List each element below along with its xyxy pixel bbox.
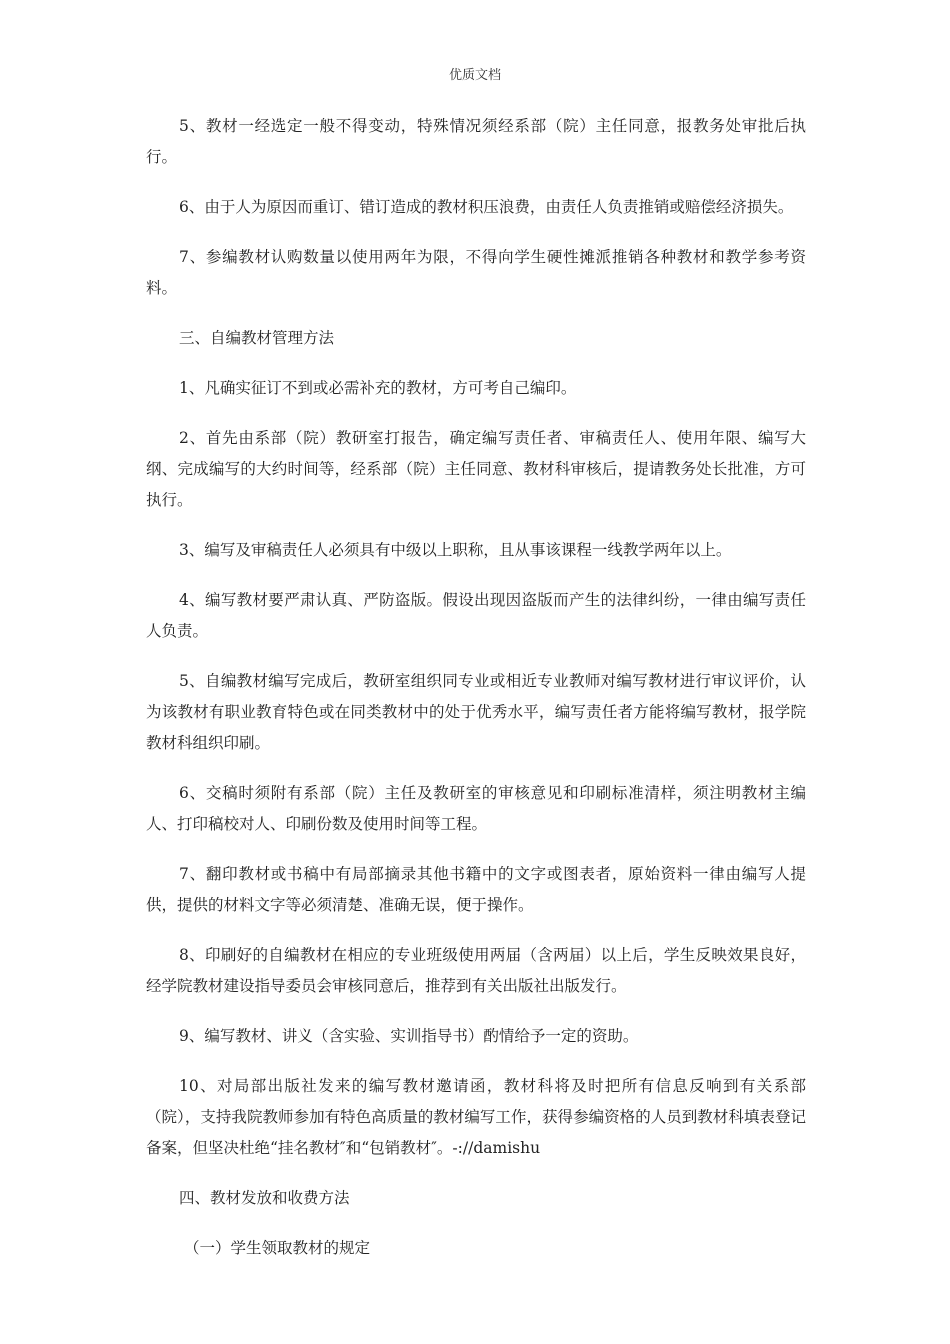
paragraph-rule-5-selection: 5、教材一经选定一般不得变动，特殊情况须经系部（院）主任同意，报教务处审批后执行。 [146, 117, 806, 166]
subsection-heading-student-rules: （一）学生领取教材的规定 [184, 1239, 371, 1257]
paragraph-rule-7-purchase: 7、参编教材认购数量以使用两年为限，不得向学生硬性摊派推销各种教材和教学参考资料。 [146, 248, 806, 297]
paragraph-self-2: 2、首先由系部（院）教研室打报告，确定编写责任者、审稿责任人、使用年限、编写大纲、完成编写的大约时间等，经系部（院）主任同意、教材科审核后，提请教务处长批准，方可执行。 [146, 429, 806, 509]
paragraph-self-6: 6、交稿时须附有系部（院）主任及教研室的审核意见和印刷标准清样，须注明教材主编人、打印稿校对人、印刷份数及使用时间等工程。 [146, 784, 806, 833]
page-header: 优质文档 [448, 68, 501, 83]
section-heading-self-compiled: 三、自编教材管理方法 [179, 329, 335, 347]
paragraph-self-8: 8、印刷好的自编教材在相应的专业班级使用两届（含两届）以上后，学生反映效果良好，经学院教材建设指导委员会审核同意后，推荐到有关出版社出版发行。 [146, 946, 806, 995]
paragraph-self-7: 7、翻印教材或书稿中有局部摘录其他书籍中的文字或图表者，原始资料一律由编写人提供，提供的材料文字等必须清楚、准确无误，便于操作。 [146, 865, 806, 914]
paragraph-self-5: 5、自编教材编写完成后，教研室组织同专业或相近专业教师对编写教材进行审议评价，认为该教材有职业教育特色或在同类教材中的处于优秀水平，编写责任者方能将编写教材，报学院教材科组织印刷。 [146, 672, 806, 752]
paragraph-self-4: 4、编写教材要严肃认真、严防盗版。假设出现因盗版而产生的法律纠纷，一律由编写责任人负责。 [146, 591, 806, 640]
paragraph-rule-6-loss: 6、由于人为原因而重订、错订造成的教材积压浪费，由责任人负责推销或赔偿经济损失。 [179, 198, 794, 216]
section-heading-distribution: 四、教材发放和收费方法 [179, 1189, 350, 1207]
paragraph-self-3: 3、编写及审稿责任人必须具有中级以上职称，且从事该课程一线教学两年以上。 [179, 541, 732, 559]
paragraph-self-1: 1、凡确实征订不到或必需补充的教材，方可考自己编印。 [179, 379, 577, 397]
paragraph-self-10: 10、对局部出版社发来的编写教材邀请函，教材科将及时把所有信息反响到有关系部（院），支持我院教师参加有特色高质量的教材编写工作，获得参编资格的人员到教材科填表登记备案，但坚决杜绝“挂名教材″和“包销教材″。-://damishu [146, 1077, 806, 1157]
paragraph-self-9: 9、编写教材、讲义（含实验、实训指导书）酌情给予一定的资助。 [179, 1027, 639, 1045]
document-body [146, 111, 806, 1283]
